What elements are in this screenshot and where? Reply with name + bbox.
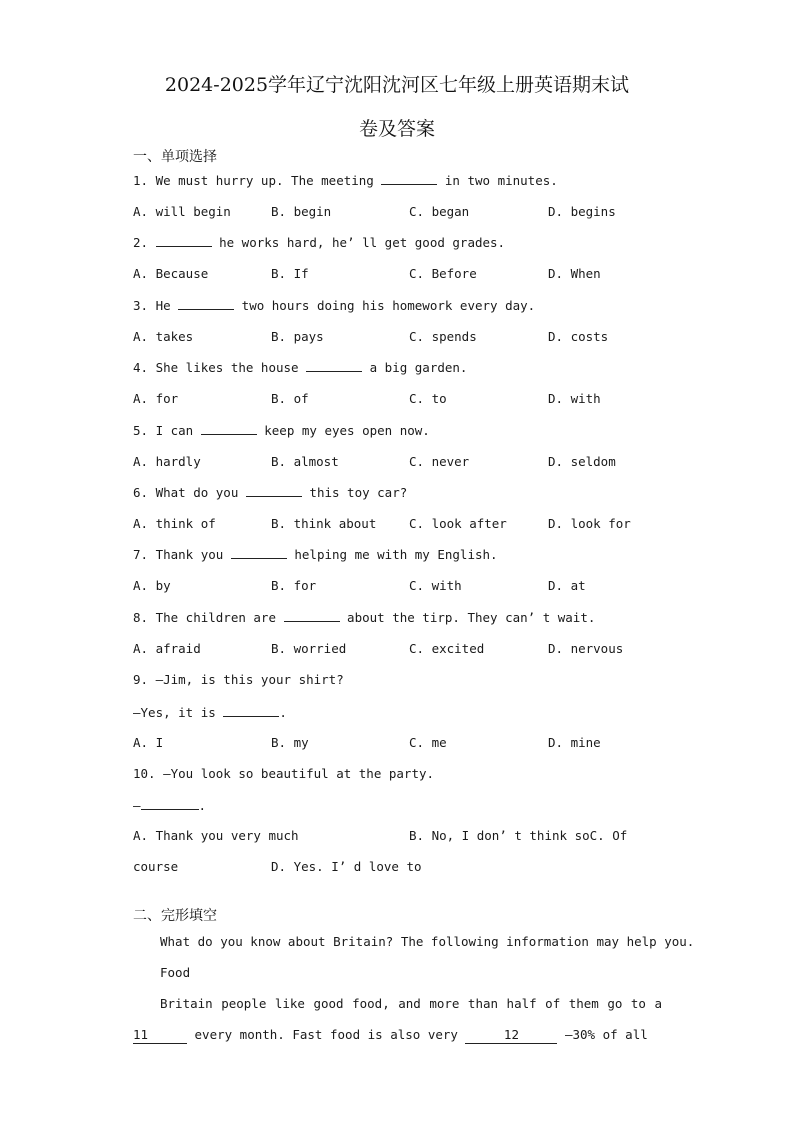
answer-blank: [284, 610, 340, 622]
question-8-option-a: A. afraid: [133, 641, 201, 656]
answer-blank: [178, 298, 234, 310]
question-5-prompt: [133, 423, 430, 439]
question-text-continued: keep my eyes open now.: [256, 423, 430, 438]
question-text: 4. She likes the house: [133, 360, 307, 375]
question-6-option-d: D. look for: [548, 516, 631, 531]
question-2-option-b: B. If: [271, 266, 309, 281]
question-9-option-b: B. my: [271, 735, 309, 750]
question-6-option-b: B. think about: [271, 516, 377, 531]
question-8-option-c: C. excited: [409, 641, 485, 656]
question-text: 1. We must hurry up. The meeting: [133, 173, 382, 188]
question-2-prompt: [133, 235, 505, 251]
question-10-response-dash: —: [133, 798, 141, 813]
question-3-option-a: A. takes: [133, 329, 194, 344]
passage-line-2: [133, 1027, 648, 1044]
question-1-option-a: A. will begin: [133, 204, 231, 219]
question-text-continued: helping me with my English.: [286, 547, 498, 562]
question-10-prompt: 10. —You look so beautiful at the party.: [133, 766, 435, 781]
question-4-option-c: C. to: [409, 391, 447, 406]
document-title-line1: 2024-2025学年辽宁沈阳沈河区七年级上册英语期末试: [164, 74, 630, 96]
question-2-option-a: A. Because: [133, 266, 209, 281]
question-9-option-d: D. mine: [548, 735, 601, 750]
question-9-response: [133, 705, 287, 721]
question-text-continued: he works hard, he’ ll get good grades.: [211, 235, 506, 250]
question-7-option-a: A. by: [133, 578, 171, 593]
question-text-continued: in two minutes.: [437, 173, 558, 188]
question-5-option-d: D. seldom: [548, 454, 616, 469]
question-3-prompt: [133, 298, 535, 314]
question-8-prompt: [133, 610, 595, 626]
question-4-option-a: A. for: [133, 391, 179, 406]
question-text: 6. What do you: [133, 485, 246, 500]
passage-line-2-end: —30% of all: [557, 1027, 648, 1042]
answer-blank: [381, 173, 437, 185]
question-2-option-d: D. When: [548, 266, 601, 281]
question-text-continued: about the tirp. They can’ t wait.: [339, 610, 596, 625]
cloze-blank-12: 12: [465, 1027, 557, 1044]
cloze-blank-11: 11: [133, 1027, 187, 1044]
answer-blank: [141, 798, 199, 810]
passage-intro: What do you know about Britain? The following information may help you.: [160, 934, 695, 949]
passage-heading-food: Food: [160, 965, 191, 980]
question-5-option-c: C. never: [409, 454, 470, 469]
question-10-option-b-c: B. No, I don’ t think soC. Of: [409, 828, 628, 843]
question-1-option-c: C. began: [409, 204, 470, 219]
question-text: 2.: [133, 235, 156, 250]
document-title-line2: 卷及答案: [358, 118, 435, 140]
question-4-option-b: B. of: [271, 391, 309, 406]
question-text: 7. Thank you: [133, 547, 231, 562]
question-text: 3. He: [133, 298, 179, 313]
question-3-option-b: B. pays: [271, 329, 324, 344]
answer-blank: [223, 705, 279, 717]
answer-blank: [246, 485, 302, 497]
question-1-prompt: [133, 173, 558, 189]
question-text: 5. I can: [133, 423, 201, 438]
question-5-option-b: B. almost: [271, 454, 339, 469]
question-10-option-a: A. Thank you very much: [133, 828, 299, 843]
question-text-continued: a big garden.: [362, 360, 468, 375]
question-8-option-d: D. nervous: [548, 641, 624, 656]
question-10-option-d: D. Yes. I’ d love to: [271, 859, 422, 874]
question-9-prompt: 9. —Jim, is this your shirt?: [133, 672, 344, 687]
question-5-option-a: A. hardly: [133, 454, 201, 469]
passage-line-2-middle: every month. Fast food is also very: [187, 1027, 466, 1042]
question-10-response: [133, 798, 206, 814]
question-9-response-end: .: [279, 705, 287, 720]
answer-blank: [306, 360, 362, 372]
question-10-response-end: .: [198, 798, 207, 813]
question-4-prompt: [133, 360, 467, 376]
question-7-option-b: B. for: [271, 578, 317, 593]
question-6-option-a: A. think of: [133, 516, 216, 531]
question-8-option-b: B. worried: [271, 641, 347, 656]
question-6-option-c: C. look after: [409, 516, 507, 531]
question-6-prompt: [133, 485, 407, 501]
question-10-option-c-continued: course: [133, 859, 179, 874]
question-2-option-c: C. Before: [409, 266, 477, 281]
question-1-option-d: D. begins: [548, 204, 616, 219]
question-text-continued: this toy car?: [301, 485, 408, 500]
question-3-option-c: C. spends: [409, 329, 477, 344]
question-7-option-d: D. at: [548, 578, 586, 593]
answer-blank: [231, 547, 287, 559]
question-1-option-b: B. begin: [271, 204, 332, 219]
question-3-option-d: D. costs: [548, 329, 609, 344]
answer-blank: [201, 423, 257, 435]
answer-blank: [156, 235, 212, 247]
question-text-continued: two hours doing his homework every day.: [234, 298, 536, 313]
passage-line-1: Britain people like good food, and more than half of them go to a: [160, 996, 662, 1011]
question-9-response-text: —Yes, it is: [133, 705, 224, 720]
question-9-option-c: C. me: [409, 735, 447, 750]
question-9-option-a: A. I: [133, 735, 164, 750]
question-7-prompt: [133, 547, 498, 563]
section-heading-cloze: 二、完形填空: [133, 908, 217, 924]
section-heading-single-choice: 一、单项选择: [133, 149, 217, 165]
question-7-option-c: C. with: [409, 578, 462, 593]
question-text: 8. The children are: [133, 610, 284, 625]
question-4-option-d: D. with: [548, 391, 601, 406]
